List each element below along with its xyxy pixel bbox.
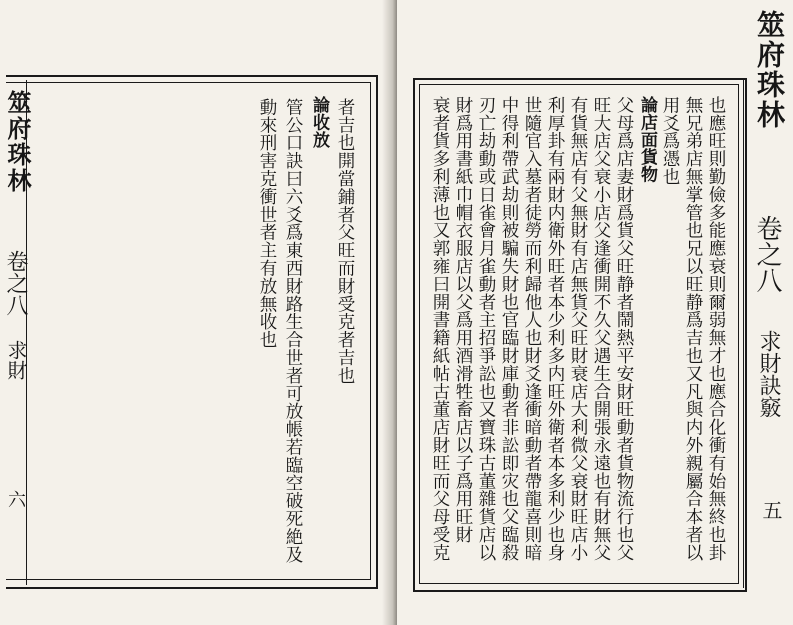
right-text-column-4: 父母爲店妻財爲貨父旺静者鬧熱平安財旺動者貨物流行也父: [614, 96, 634, 562]
right-text-column-8: 世隨官入墓者徒勞而利歸他人也財爻逢衝暗動者帶龍喜則暗: [522, 96, 542, 562]
left-page: [0, 0, 393, 625]
left-text-column-1: 者吉也開當鋪者父旺而財受克者吉也: [335, 98, 355, 385]
left-text-column-2: 管公口訣曰六爻爲東西財路生合世者可放帳若臨空破死絶及: [283, 98, 303, 564]
left-section-heading: 論收放: [309, 96, 329, 149]
left-page-inner-border: [6, 82, 371, 580]
left-text-column-3: 動來刑害克衝世者主有放無收也: [257, 98, 277, 349]
right-text-column-9: 中得利帶武劫則被騙失財也官臨財庫動者非訟即灾也父臨殺: [499, 96, 519, 562]
left-side-header-section: 求財: [4, 340, 28, 380]
left-side-header-page-number: 六: [5, 490, 26, 508]
right-running-header-title: 筮府珠林: [753, 10, 786, 130]
right-running-header-page-number: 五: [759, 500, 783, 520]
left-side-header-title: 筮府珠林: [3, 90, 32, 194]
right-section-heading: 論店面貨物: [637, 96, 657, 183]
right-running-header-section: 求財訣竅: [756, 330, 781, 418]
right-text-column-6: 有貨無店有父無財有店無貨父旺財衰店大利微父衰財旺店小: [568, 96, 588, 562]
right-running-header-volume: 卷之八: [752, 215, 782, 293]
right-text-column-5: 旺大店父衰小店父逢衝開不久父遇生合開張永遠也有財無父: [591, 96, 611, 562]
right-text-column-10: 刃亡劫動或日雀會月雀動者主招爭訟也又寶珠古董雜貨店以: [476, 96, 496, 562]
right-text-column-12: 衰者貨多利薄也又郭雍曰開書籍紙帖古董店財旺而父母受克: [430, 96, 450, 562]
right-text-column-3: 用爻爲憑也: [660, 96, 680, 186]
right-text-column-2: 無兄弟店無掌管也兄以旺静爲吉也又凡與内外親屬合本者以: [683, 96, 703, 562]
right-text-column-11: 財爲用書紙巾帽衣服店以父爲用酒滑牲畜店以子爲用旺財: [453, 96, 473, 544]
right-page: [397, 0, 793, 625]
right-text-column-7: 利厚卦有兩財内衛外旺者本少利多内旺外衛者本多利少也身: [545, 96, 565, 562]
left-side-header-volume: 卷之八: [3, 250, 28, 316]
right-text-column-1: 也應旺則勤儉多能應衰則爾弱無才也應合化衝有始無終也卦: [706, 96, 726, 562]
